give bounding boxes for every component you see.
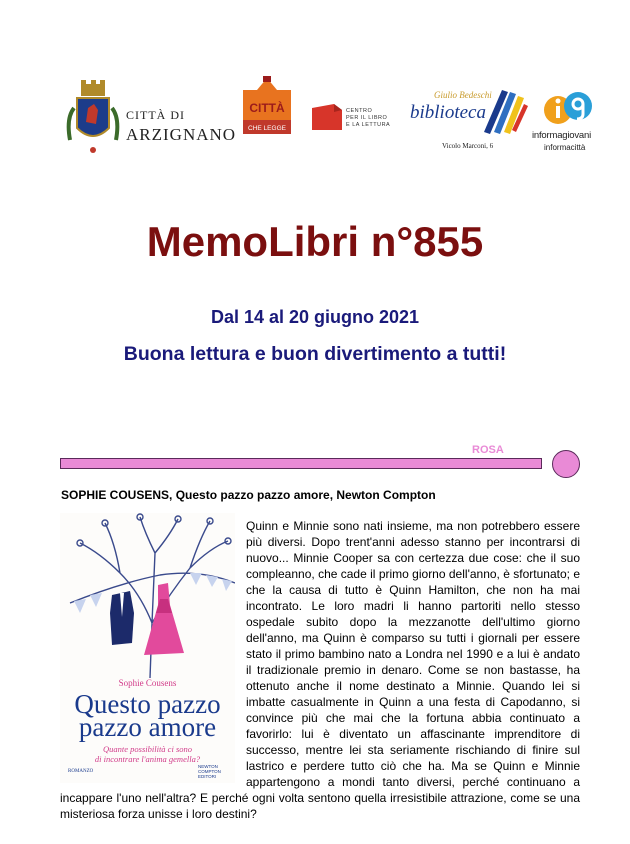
centro-libro-line3: E LA LETTURA xyxy=(346,122,391,128)
citta-di-arzignano-logo xyxy=(64,78,236,158)
centro-libro-line1: CENTRO xyxy=(346,108,373,114)
book-heading: SOPHIE COUSENS, Questo pazzo pazzo amore, Newton Compton xyxy=(61,488,436,502)
book-description-text: Quinn e Minnie sono nati insieme, ma non potrebbero essere più diversi. Dopo trent'anni adesso stanno per incontrarsi di nuovo... Minnie Cooper sa con certezza due cose: che il suo compleanno, che cade il primo giorno dell'anno, è sfortunato; e che la causa di tutto è Quinn Hamilton, che non ha mai incontrato. Le loro madri li hanno partoriti nello stesso ospedale subito dopo la mezzanotte dell'ultimo giorno dell'anno, ma Quinn è comparso su tutti i giornali per essere stato il primo bambino nato a Londra nel 1990 e a lui è andato il tradizionale premio in denaro. Come se non bastasse, ha ottenuto anche il nome destinato a Minnie. Quando lei si imbatte casualmente in Quinn a una festa di Capodanno, si convince più che mai che la fortuna abbia continuato a favorirlo: lui è diventato un affascinante imprenditore di successo, mentre lei sta seriamente rischiando di finire sul lastrico e perdere tutto ciò che ha. Ma se Quinn e Minnie appartengono a mondi tanto diversi, perché continuano a incappare l'uno nell'altra? E perché ogni volta sentono quella irresistibile attrazione, come se una misteriosa forza unisse i loro destini? xyxy=(60,519,580,821)
biblioteca-small-label: Giulio Bedeschi xyxy=(434,90,492,100)
centro-libro-line2: PER IL LIBRO xyxy=(346,115,388,121)
biblioteca-main-label: biblioteca xyxy=(410,102,486,123)
cover-title-line2: pazzo amore xyxy=(78,712,217,742)
greeting-line: Buona lettura e buon divertimento a tutti! xyxy=(123,343,507,365)
arzignano-line2: ARZIGNANO xyxy=(126,125,237,144)
centro-libro-lettura-logo xyxy=(306,86,406,141)
cover-spacer xyxy=(60,518,246,776)
genre-dot xyxy=(552,450,580,478)
logo-row xyxy=(0,72,630,162)
cover-publisher-line2: COMPTON EDITORI xyxy=(198,769,221,779)
cover-author: Sophie Cousens xyxy=(118,678,177,688)
page-title: MemoLibri n°855 xyxy=(146,218,484,265)
arzignano-crest-icon xyxy=(64,78,122,158)
informagiovani-logo xyxy=(532,86,602,156)
genre-label: ROSA xyxy=(472,444,504,456)
citta-che-legge-icon xyxy=(237,76,297,144)
informagiovani-icon xyxy=(540,88,596,128)
cover-tagline-line2: di incontrare l'anima gemella? xyxy=(94,754,201,764)
citta-che-legge-logo xyxy=(237,76,297,144)
book-icon xyxy=(312,104,342,130)
cover-tagline-line1: Quante possibilità ci sono xyxy=(102,744,192,754)
cover-publisher-line1: NEWTON xyxy=(198,764,218,769)
cover-series: ROMANZO xyxy=(68,769,94,774)
informagiovani-line1: informagiovani xyxy=(532,130,591,141)
arzignano-line1: CITTÀ DI xyxy=(126,108,185,122)
biblioteca-bedeschi-logo xyxy=(408,82,528,152)
citta-che-legge-line2: CHE LEGGE xyxy=(248,125,286,132)
date-range: Dal 14 al 20 giugno 2021 xyxy=(210,307,420,327)
biblioteca-address: Vicolo Marconi, 6 xyxy=(442,142,494,150)
genre-bar xyxy=(60,458,542,469)
citta-che-legge-line1: CITTÀ xyxy=(249,101,285,115)
informagiovani-line2: informacittà xyxy=(544,143,586,152)
cover-title-line1: Questo pazzo xyxy=(74,689,221,719)
book-description xyxy=(60,518,580,822)
books-icon xyxy=(480,86,528,136)
